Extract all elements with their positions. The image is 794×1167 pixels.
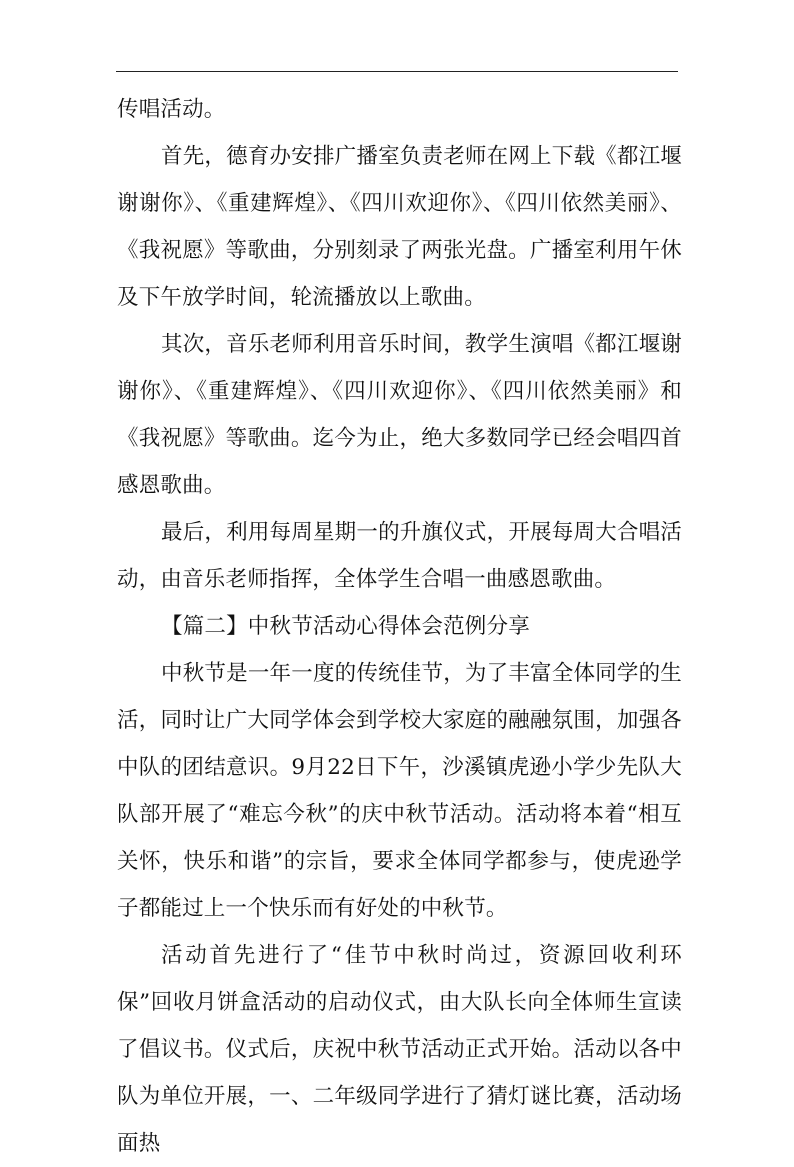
section-heading: 【篇二】中秋节活动心得体会范例分享 <box>161 614 530 639</box>
paragraph-mid-autumn-intro: 中秋节是一年一度的传统佳节，为了丰富全体同学的生活，同时让广大同学体会到学校大家庭的融融氛围，加强各中队的团结意识。9月22日下午，沙溪镇虎逊小学少先队大队部开展了“难忘今秋”的庆中秋节活动。活动将本着“相互关怀，快乐和谐”的宗旨，要求全体同学都参与，使虎逊学子都能过上一个快乐而有好处的中秋节。 <box>117 661 682 921</box>
paragraph-last: 最后，利用每周星期一的升旗仪式，开展每周大合唱活动，由音乐老师指挥，全体学生合唱一曲感恩歌曲。 <box>117 520 682 592</box>
paragraph-continuation: 传唱活动。 <box>117 97 226 122</box>
paragraph-first: 首先，德育办安排广播室负责老师在网上下载《都江堰谢谢你》、《重建辉煌》、《四川欢迎你》、《四川依然美丽》、《我祝愿》等歌曲，分别刻录了两张光盘。广播室利用午休及下午放学时间，轮流播放以上歌曲。 <box>117 144 682 310</box>
document-body <box>117 86 682 1167</box>
paragraph-second: 其次，音乐老师利用音乐时间，教学生演唱《都江堰谢谢你》、《重建辉煌》、《四川欢迎你》、《四川依然美丽》和《我祝愿》等歌曲。迄今为止，绝大多数同学已经会唱四首感恩歌曲。 <box>117 332 682 498</box>
header-rule <box>116 71 678 72</box>
paragraph-activity-start: 活动首先进行了“佳节中秋时尚过，资源回收利环保”回收月饼盒活动的启动仪式，由大队长向全体师生宣读了倡议书。仪式后，庆祝中秋节活动正式开始。活动以各中队为单位开展，一、二年级同学进行了猜灯谜比赛，活动场面热 <box>117 943 682 1156</box>
